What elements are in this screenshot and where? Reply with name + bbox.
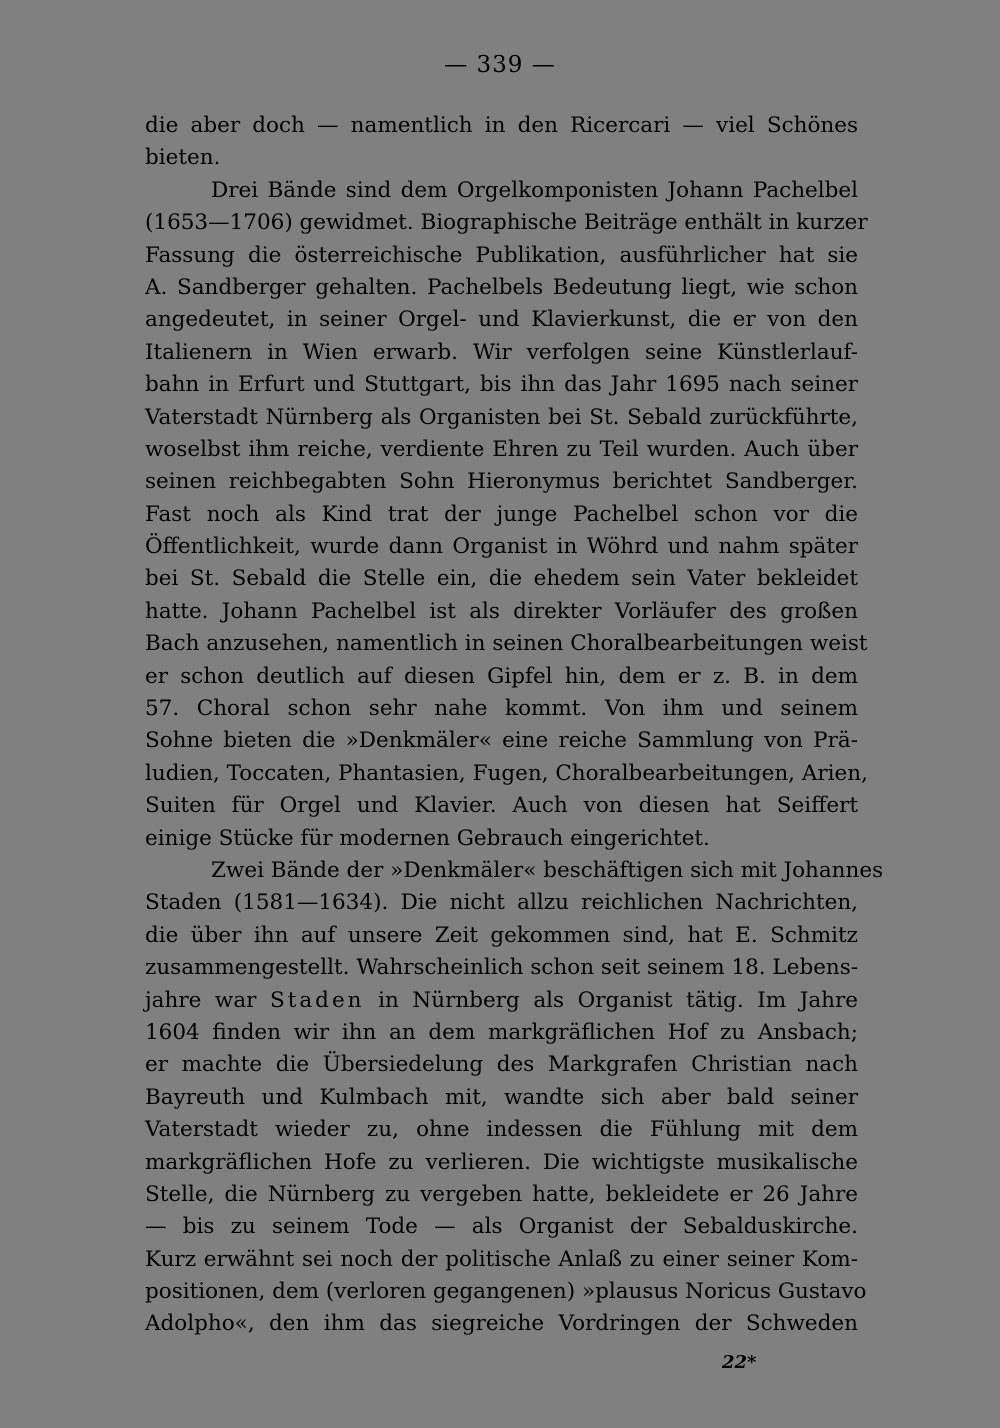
- text-line: Bach anzusehen, namentlich in seinen Choralbearbeitungen weist: [145, 631, 868, 657]
- text-line: Italienern in Wien erwarb. Wir verfolgen seine Künstlerlauf-: [145, 339, 858, 365]
- text-line: positionen, dem (verloren gegangenen) »plausus Noricus Gustavo: [145, 1279, 867, 1305]
- text-line: Bayreuth und Kulmbach mit, wandte sich aber bald seiner: [145, 1084, 858, 1110]
- text-line: Stelle, die Nürnberg zu vergeben hatte, bekleidete er 26 Jahre: [145, 1181, 858, 1207]
- text-line: ludien, Toccaten, Phantasien, Fugen, Choralbearbeitungen, Arien,: [145, 760, 868, 786]
- text-line: — bis zu seinem Tode — als Organist der Sebalduskirche.: [145, 1214, 858, 1240]
- text-line: Drei Bände sind dem Orgelkomponisten Johann Pachelbel: [211, 177, 858, 203]
- text-line: die aber doch — namentlich in den Ricercari — viel Schönes: [145, 113, 858, 138]
- text-line: er schon deutlich auf diesen Gipfel hin, dem er z. B. in dem: [145, 663, 858, 689]
- text-line: er machte die Übersiedelung des Markgrafen Christian nach: [145, 1052, 858, 1078]
- text-line: Staden (1581—1634). Die nicht allzu reichlichen Nachrichten,: [145, 890, 858, 916]
- text-line: Kurz erwähnt sei noch der politische Anlaß zu einer seiner Kom-: [145, 1246, 858, 1272]
- text-line: 57. Choral schon sehr nahe kommt. Von ihm und seinem: [145, 696, 858, 722]
- text-line: bieten.: [145, 145, 221, 171]
- body-text: [145, 110, 884, 1341]
- sheet-signature: 22*: [722, 1352, 757, 1373]
- text-line: markgräflichen Hofe zu verlieren. Die wichtigste musikalische: [145, 1149, 858, 1175]
- text-line: bei St. Sebald die Stelle ein, die ehedem sein Vater bekleidet: [145, 566, 858, 592]
- text-line: Fassung die österreichische Publikation, ausführlicher hat sie: [145, 242, 858, 268]
- text-line: Öffentlichkeit, wurde dann Organist in Wöhrd und nahm später: [145, 534, 858, 560]
- text-line: Sohne bieten die »Denkmäler« eine reiche Sammlung von Prä-: [145, 728, 858, 754]
- text-line: A. Sandberger gehalten. Pachelbels Bedeutung liegt, wie schon: [145, 274, 858, 300]
- text-line: hatte. Johann Pachelbel ist als direkter Vorläufer des großen: [145, 598, 858, 624]
- text-line: einige Stücke für modernen Gebrauch eingerichtet.: [145, 825, 710, 851]
- text-line: Vaterstadt wieder zu, ohne indessen die Fühlung mit dem: [145, 1117, 858, 1143]
- text-line: jahre war Staden in Nürnberg als Organist tätig. Im Jahre: [145, 987, 858, 1013]
- text-line: Adolpho«, den ihm das siegreiche Vordringen der Schweden: [145, 1311, 858, 1337]
- text-line: Vaterstadt Nürnberg als Organisten bei St. Sebald zurückführte,: [145, 404, 858, 430]
- text-line: Suiten für Orgel und Klavier. Auch von diesen hat Seiffert: [145, 793, 858, 819]
- text-line: woselbst ihm reiche, verdiente Ehren zu Teil wurden. Auch über: [145, 436, 858, 462]
- emphasized-name: Staden: [270, 987, 365, 1013]
- page-number: — 339 —: [444, 52, 556, 78]
- text-line: die über ihn auf unsere Zeit gekommen sind, hat E. Schmitz: [145, 922, 858, 948]
- text-line: Fast noch als Kind trat der junge Pachelbel schon vor die: [145, 501, 858, 527]
- text-line: seinen reichbegabten Sohn Hieronymus berichtet Sandberger.: [145, 469, 858, 495]
- text-line: angedeutet, in seiner Orgel- und Klavierkunst, die er von den: [145, 307, 858, 333]
- text-line: 1604 finden wir ihn an dem markgräflichen Hof zu Ansbach;: [145, 1019, 858, 1045]
- text-line: Zwei Bände der »Denkmäler« beschäftigen sich mit Johannes: [211, 857, 884, 883]
- text-line: (1653—1706) gewidmet. Biographische Beiträge enthält in kurzer: [145, 210, 868, 236]
- text-line: zusammengestellt. Wahrscheinlich schon seit seinem 18. Lebens-: [145, 955, 859, 981]
- text-line: bahn in Erfurt und Stuttgart, bis ihn das Jahr 1695 nach seiner: [145, 372, 858, 398]
